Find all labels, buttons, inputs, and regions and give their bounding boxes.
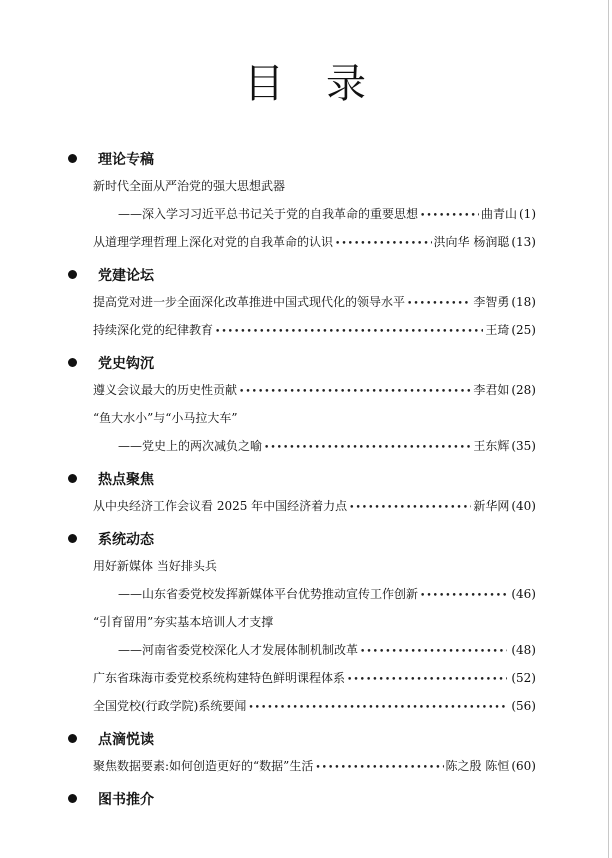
entry-title: 新时代全面从严治党的强大思想武器 [93,179,286,193]
entry-title: 全国党校(行政学院)系统要闻 [93,699,247,713]
page-title [0,52,612,109]
entry-page-number: (48) [511,643,536,657]
bullet-icon [68,734,77,743]
section-name: 点滴悦读 [98,732,154,748]
entry-title: 从道理学理哲理上深化对党的自我革命的认识 [93,235,334,249]
entry-page-number: (46) [511,587,536,601]
toc-entry[interactable] [0,579,612,607]
entry-page-number: (60) [511,759,536,773]
leader-dots [360,647,507,657]
entry-title: 聚焦数据要素:如何创造更好的“数据”生活 [93,759,314,773]
toc-entry[interactable] [0,491,612,519]
leader-dots [264,443,471,453]
entry-title: “引育留用”夯实基本培训人才支撑 [93,615,274,629]
bullet-icon [68,154,77,163]
section-name: 系统动态 [98,532,154,548]
entry-page-number: (13) [511,235,536,249]
leader-dots [315,763,443,773]
bullet-icon [68,270,77,279]
entry-page-number: (52) [511,671,536,685]
toc-entry[interactable] [0,375,612,403]
toc-entry[interactable] [0,551,612,579]
leader-dots [347,675,507,685]
entry-page-number: (18) [511,295,536,309]
toc-entry[interactable] [0,199,612,227]
toc-section [0,351,612,459]
toc-entry[interactable] [0,691,612,719]
bullet-icon [68,358,77,367]
section-heading [0,147,612,171]
entry-author: 李君如 [473,383,510,397]
toc-section [0,467,612,519]
entry-title: 提高党对进一步全面深化改革推进中国式现代化的领导水平 [93,295,406,309]
toc-entry[interactable] [0,315,612,343]
toc-entry[interactable] [0,635,612,663]
toc-section [0,147,612,255]
section-name: 图书推介 [98,792,154,808]
section-heading [0,263,612,287]
section-heading [0,787,612,811]
toc-entry[interactable] [0,403,612,431]
section-name: 热点聚焦 [98,472,154,488]
leader-dots [248,703,507,713]
leader-dots [420,591,507,601]
entry-page-number: (28) [511,383,536,397]
entry-author: 新华网 [473,499,510,513]
toc-entry[interactable] [0,431,612,459]
toc-section [0,787,612,811]
toc-entry[interactable] [0,287,612,315]
leader-dots [215,327,483,337]
bullet-icon [68,534,77,543]
section-heading [0,351,612,375]
entry-page-number: (40) [511,499,536,513]
entry-author: 王琦 [485,323,510,337]
entry-title: 用好新媒体 当好排头兵 [93,559,217,573]
bullet-icon [68,794,77,803]
leader-dots [407,299,471,309]
entry-author: 曲青山 [480,207,517,221]
toc-section [0,263,612,343]
entry-author: 王东辉 [473,439,510,453]
bullet-icon [68,474,77,483]
leader-dots [335,239,432,249]
leader-dots [420,211,479,221]
entry-page-number: (56) [511,699,536,713]
toc-entry[interactable] [0,751,612,779]
entry-author: 洪向华 杨润聪 [433,235,510,249]
entry-title: 广东省珠海市委党校系统构建特色鲜明课程体系 [93,671,346,685]
entry-title: ——党史上的两次减负之喻 [118,439,263,453]
section-name: 党建论坛 [98,268,154,284]
toc-entry[interactable] [0,227,612,255]
section-name: 理论专稿 [98,152,154,168]
entry-title: ——深入学习习近平总书记关于党的自我革命的重要思想 [118,207,419,221]
toc-entry[interactable] [0,171,612,199]
entry-title: 从中央经济工作会议看 2025 年中国经济着力点 [93,499,348,513]
title-char-2: 录 [326,61,368,107]
leader-dots [349,503,471,513]
entry-title: ——河南省委党校深化人才发展体制机制改革 [118,643,359,657]
title-char-1: 目 [244,61,286,107]
entry-title: “鱼大水小”与“小马拉大车” [93,411,238,425]
entry-title: 遵义会议最大的历史性贡献 [93,383,238,397]
toc-entry[interactable] [0,607,612,635]
section-heading [0,727,612,751]
section-name: 党史钩沉 [98,356,154,372]
table-of-contents [0,139,612,811]
toc-entry[interactable] [0,663,612,691]
entry-title: ——山东省委党校发挥新媒体平台优势推动宣传工作创新 [118,587,419,601]
toc-section [0,727,612,779]
entry-title: 持续深化党的纪律教育 [93,323,214,337]
section-heading [0,527,612,551]
toc-section [0,527,612,719]
entry-page-number: (1) [519,207,536,221]
leader-dots [239,387,471,397]
section-heading [0,467,612,491]
entry-author: 李智勇 [473,295,510,309]
entry-author: 陈之殷 陈恒 [445,759,510,773]
entry-page-number: (25) [511,323,536,337]
entry-page-number: (35) [511,439,536,453]
